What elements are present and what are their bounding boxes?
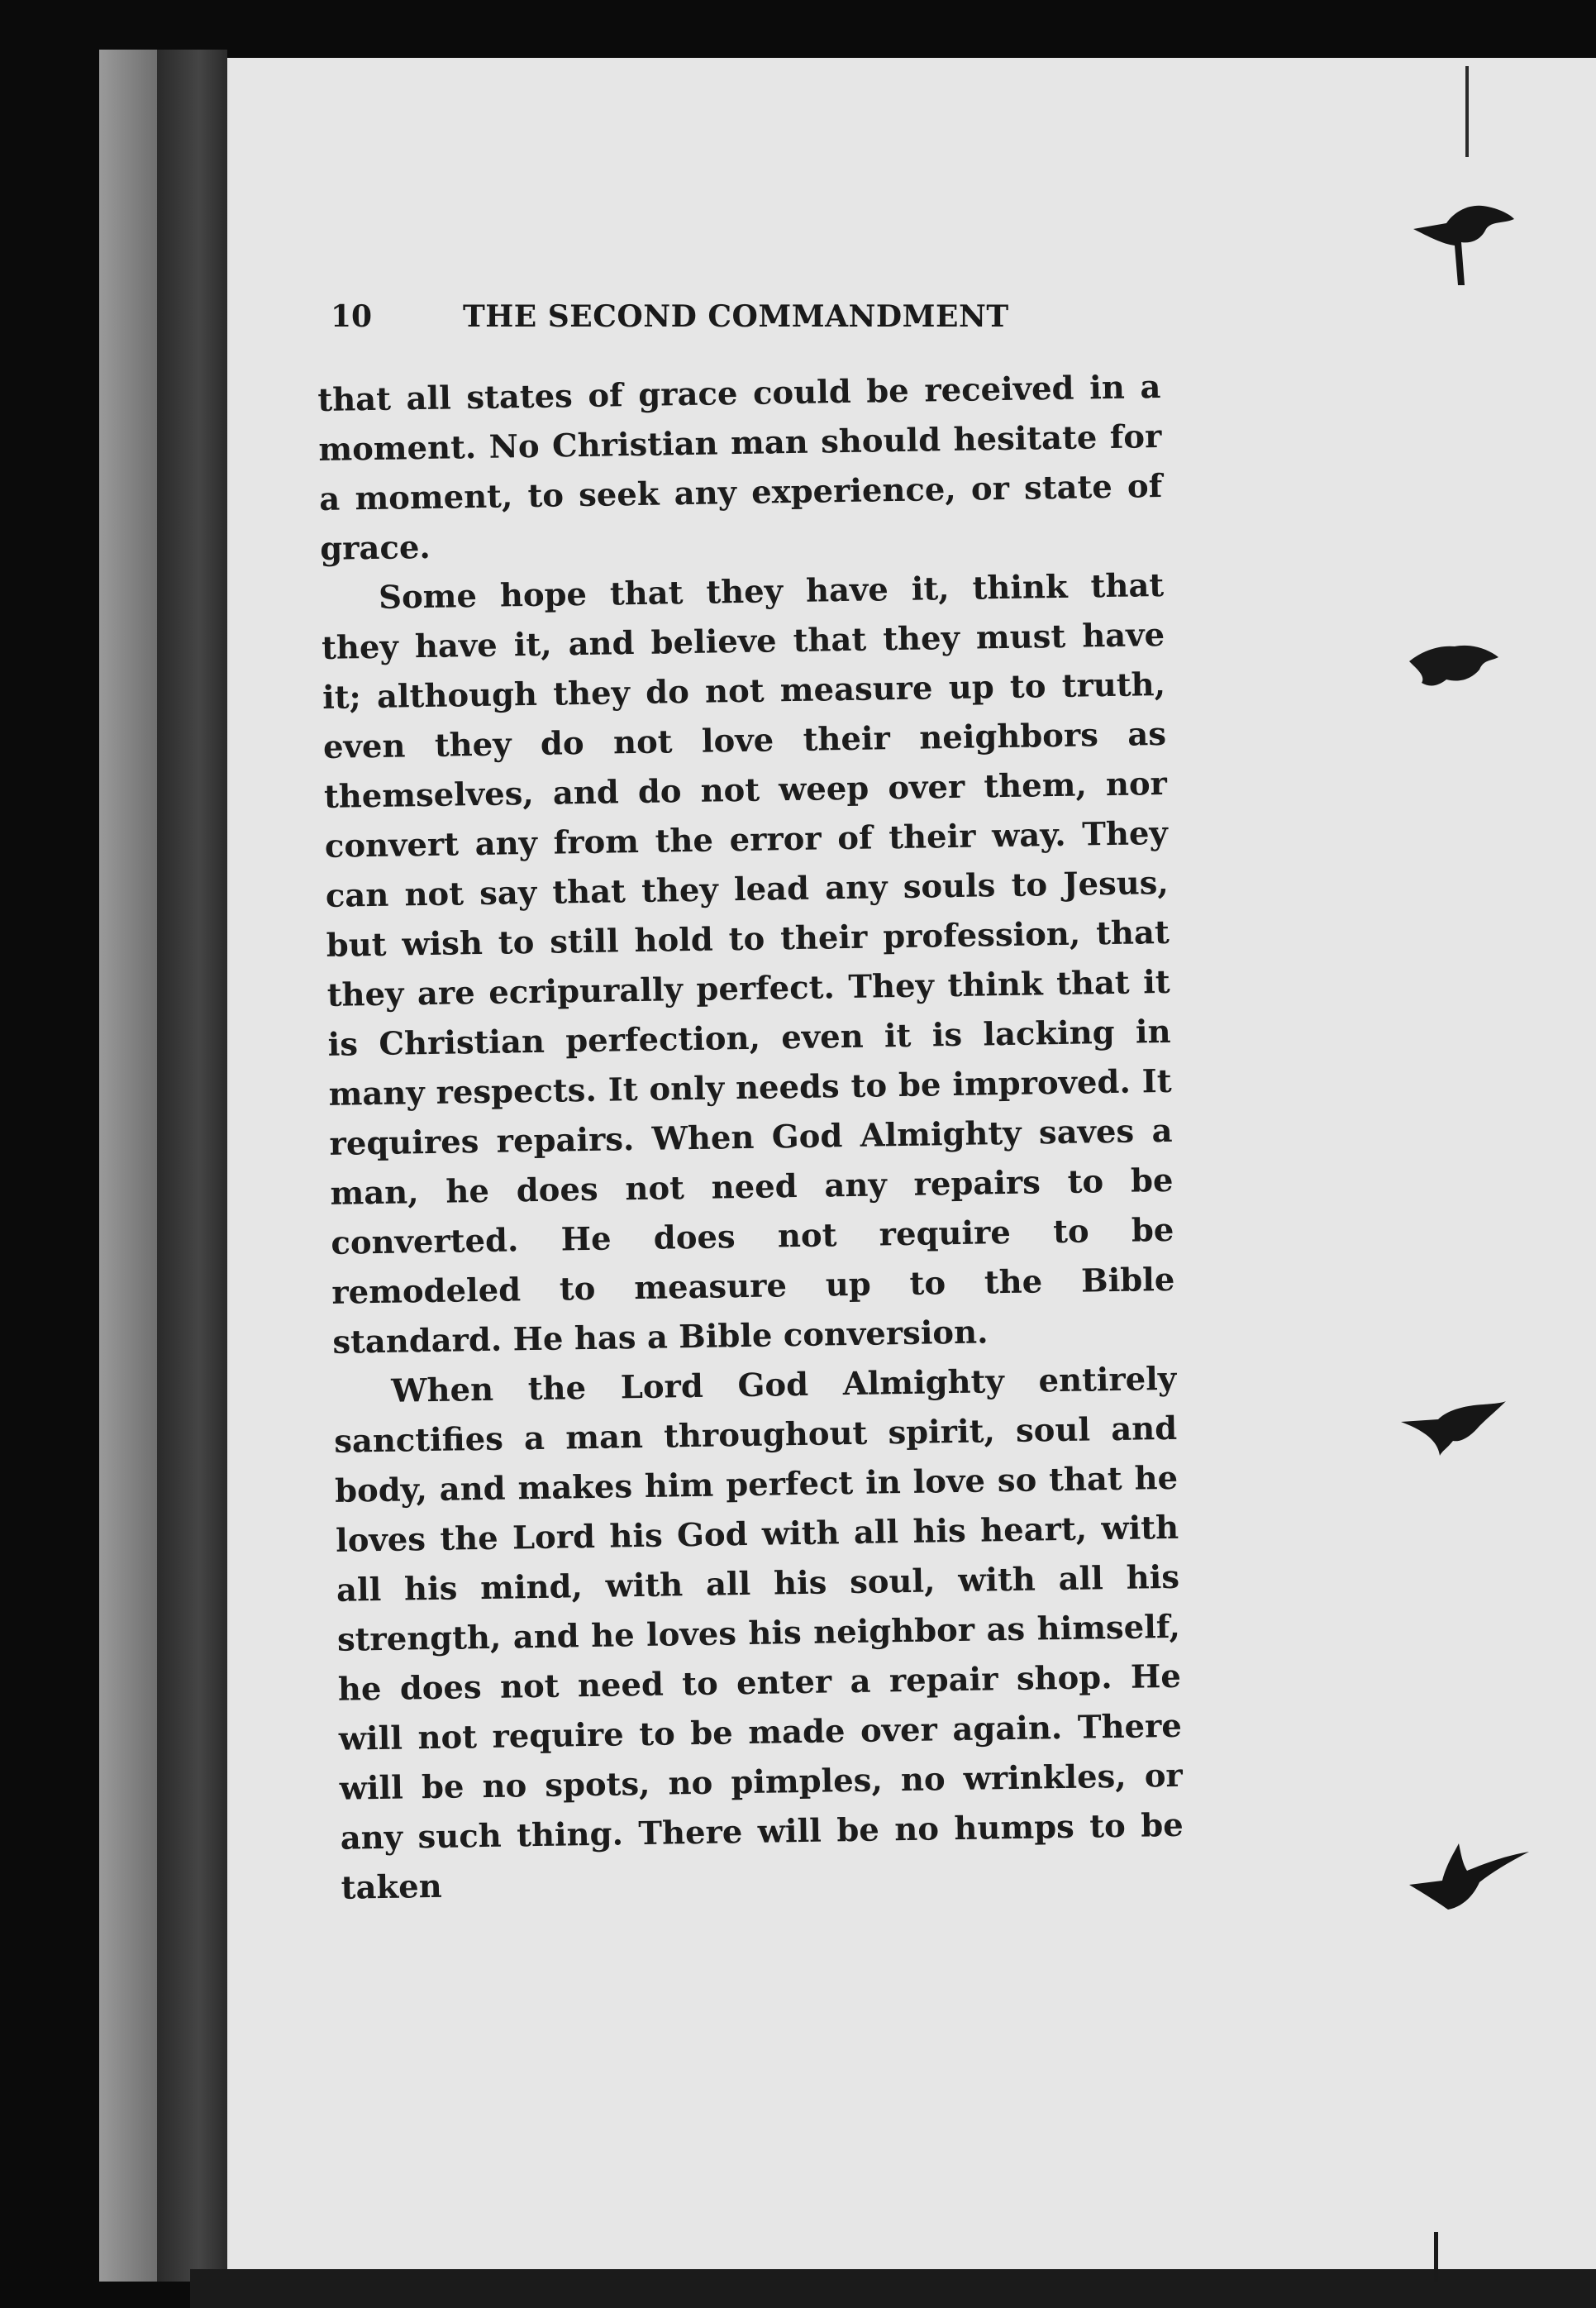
page-number: 10 — [331, 299, 373, 334]
margin-rule-bottom — [1434, 2232, 1438, 2282]
ink-blot-icon — [1401, 628, 1508, 703]
ink-blot-icon — [1397, 1385, 1513, 1459]
ink-blot-icon — [1397, 1831, 1537, 1922]
binding-gutter-shadow — [157, 50, 227, 2282]
paragraph: When the Lord God Almighty entirely sanctifies a man throughout spirit, soul and body, and makes him perfect in love so that he loves the Lord his God with all his heart, with all his mind, with all his soul, with all his strength, and he loves his neighbor as himself, he does not need to enter a repair shop. He will not require to be made over again. There will be no spots, no pimples, no wrinkles, or any such thing. There will be no humps to be taken — [333, 1360, 1184, 1907]
margin-rule-top — [1465, 66, 1469, 157]
running-head-title: THE SECOND COMMANDMENT — [463, 299, 1009, 334]
paragraph: that all states of grace could be received in a moment. No Christian man should hesitate for a moment, to seek any experience, or state of grace. — [317, 368, 1163, 568]
running-header — [331, 299, 1041, 334]
page-bottom-edge — [190, 2269, 1596, 2308]
paragraph: Some hope that they have it, think that they have it, and believe that they must have it; although they do not measure up to truth, even they do not love their neighbors as themselves, and do not weep over them, nor convert any from the error of their way. They can not say that they lead any souls to Jesus, but wish to still hold to their profession, that they are ecripurally perfect. They think that it is Christian perfection, even it is lacking in many respects. It only needs to be improved. It requires repairs. When God Almighty saves a man, he does not need any repairs to be converted. He does not require to be remodeled to measure up to the Bible standard. He has a Bible conversion. — [321, 566, 1175, 1361]
binding-gutter-light — [99, 50, 157, 2282]
ink-blot-icon — [1405, 178, 1521, 293]
body-text — [317, 363, 1184, 1914]
